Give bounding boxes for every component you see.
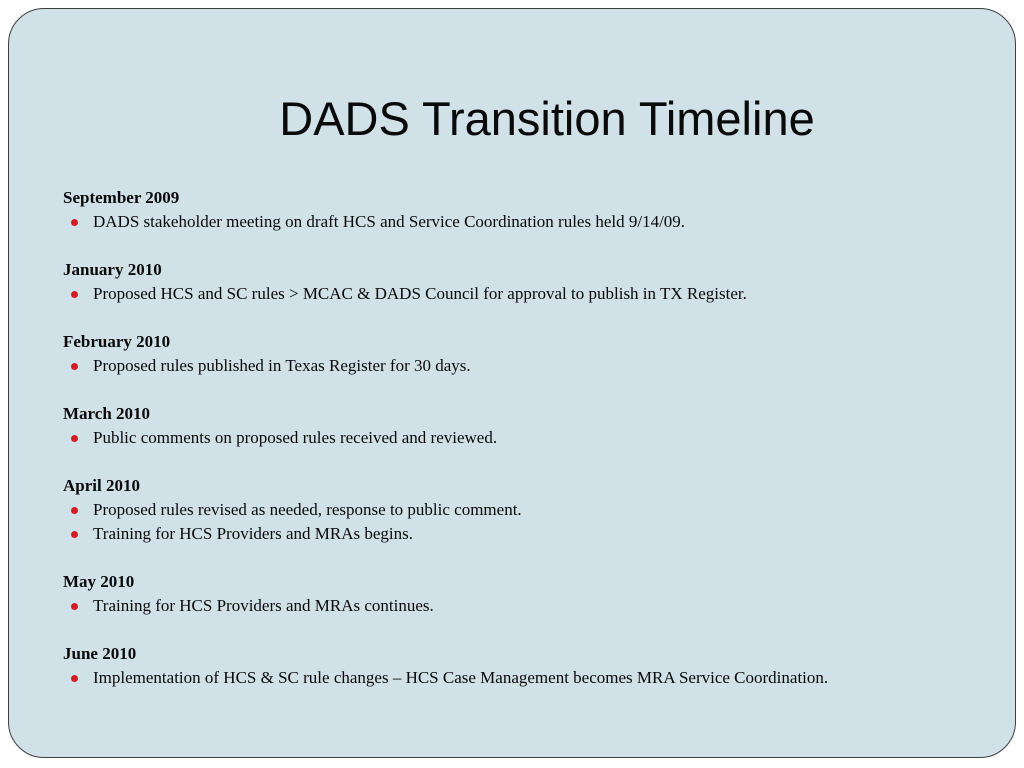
section-heading: March 2010	[63, 404, 151, 423]
list-item-text: Public comments on proposed rules received and reviewed.	[93, 428, 498, 447]
section-heading: June 2010	[63, 644, 137, 663]
bullet-icon	[71, 291, 78, 298]
bullet-icon	[71, 435, 78, 442]
list-item	[63, 594, 1003, 618]
section-items	[63, 282, 1003, 306]
timeline-section	[63, 570, 1003, 618]
slide-title: DADS Transition Timeline	[279, 92, 815, 145]
section-items	[63, 354, 1003, 378]
section-items	[63, 498, 1003, 546]
list-item-text: Training for HCS Providers and MRAs begins.	[93, 524, 414, 543]
section-heading: February 2010	[63, 332, 171, 351]
list-item	[63, 522, 1003, 546]
list-item	[63, 210, 1003, 234]
list-item	[63, 354, 1003, 378]
section-items	[63, 210, 1003, 234]
bullet-icon	[71, 603, 78, 610]
section-heading: April 2010	[63, 476, 140, 495]
section-heading: January 2010	[63, 260, 162, 279]
timeline-section	[63, 186, 1003, 234]
bullet-icon	[71, 363, 78, 370]
section-items	[63, 426, 1003, 450]
list-item-text: Training for HCS Providers and MRAs continues.	[93, 596, 434, 615]
timeline-section	[63, 474, 1003, 546]
list-item-text: Implementation of HCS & SC rule changes – HCS Case Management becomes MRA Service Coordination.	[93, 668, 829, 687]
list-item	[63, 282, 1003, 306]
bullet-icon	[71, 507, 78, 514]
bullet-icon	[71, 675, 78, 682]
section-items	[63, 594, 1003, 618]
section-items	[63, 666, 1003, 690]
timeline-section	[63, 642, 1003, 690]
timeline-content	[63, 186, 1003, 714]
bullet-icon	[71, 531, 78, 538]
slide	[8, 8, 1016, 758]
list-item	[63, 498, 1003, 522]
timeline-section	[63, 258, 1003, 306]
section-heading: May 2010	[63, 572, 135, 591]
list-item-text: DADS stakeholder meeting on draft HCS and Service Coordination rules held 9/14/09.	[93, 212, 686, 231]
list-item	[63, 666, 1003, 690]
list-item-text: Proposed HCS and SC rules > MCAC & DADS Council for approval to publish in TX Register.	[93, 284, 747, 303]
list-item	[63, 426, 1003, 450]
timeline-section	[63, 330, 1003, 378]
section-heading: September 2009	[63, 188, 180, 207]
list-item-text: Proposed rules revised as needed, response to public comment.	[93, 500, 522, 519]
list-item-text: Proposed rules published in Texas Register for 30 days.	[93, 356, 471, 375]
bullet-icon	[71, 219, 78, 226]
timeline-section	[63, 402, 1003, 450]
